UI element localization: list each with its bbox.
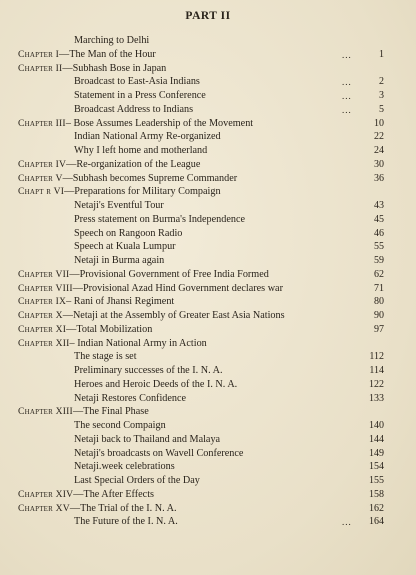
page-number: 133 xyxy=(369,392,384,404)
page-number: 71 xyxy=(374,282,384,294)
section-title: Indian National Army Re-organized xyxy=(74,131,221,143)
toc-entry xyxy=(0,350,416,364)
section-title: Netaji back to Thailand and Malaya xyxy=(74,433,221,445)
chapter-title: —Subhash Bose in Japan xyxy=(62,62,167,74)
page-number: 55 xyxy=(374,241,384,253)
page-number: 114 xyxy=(369,365,384,376)
chapter-title: —Preparations for Military Compaign xyxy=(64,186,221,198)
page-number: 158 xyxy=(369,488,384,500)
chapter-label: Chapter IX xyxy=(18,296,67,308)
page-number: 90 xyxy=(374,310,384,321)
section-title: Press statement on Burma's Independence xyxy=(74,213,246,225)
page-number: 2 xyxy=(379,76,384,88)
page-number: 62 xyxy=(374,268,384,280)
page-number: 24 xyxy=(374,145,384,156)
page-number: 144 xyxy=(369,433,384,445)
chapter-title: —Provisional Azad Hind Government declares war xyxy=(72,282,283,294)
page-number: 162 xyxy=(369,502,384,514)
section-title: Netaji Restores Confidence xyxy=(74,392,187,404)
page-number: 122 xyxy=(369,378,384,390)
toc-entry xyxy=(0,378,416,392)
toc-entry xyxy=(0,62,416,76)
toc-entry xyxy=(0,117,416,131)
page-number: 59 xyxy=(374,255,384,266)
chapter-title: —The Final Phase xyxy=(72,406,149,418)
page-number: 43 xyxy=(374,200,384,211)
section-title: Broadcast Address to Indians xyxy=(74,103,194,115)
toc-entry xyxy=(0,144,416,158)
toc-entry xyxy=(0,89,416,103)
chapter-label: Chapter XIII xyxy=(18,406,73,418)
chapter-title: – Indian National Army in Action xyxy=(69,337,207,349)
section-title: Statement in a Press Conference xyxy=(74,90,206,101)
page-number: 112 xyxy=(369,351,384,363)
chapter-title: —Netaji at the Assembly of Greater East Asia Nations xyxy=(62,310,285,321)
toc-entry xyxy=(0,474,416,488)
chapter-label: Chapter IV xyxy=(18,158,67,170)
toc-entry xyxy=(0,488,416,502)
leader-dots: ... xyxy=(342,517,352,528)
page-number: 154 xyxy=(369,461,384,473)
toc-entry xyxy=(0,213,416,227)
chapter-label: Chapt r VI xyxy=(18,186,65,198)
toc-entry xyxy=(0,364,416,378)
chapter-label: Chapter XI xyxy=(18,323,67,335)
page-number: 1 xyxy=(379,48,384,60)
chapter-title: —The Trial of the I. N. A. xyxy=(69,502,177,514)
section-title: Last Special Orders of the Day xyxy=(74,475,200,486)
toc-entry xyxy=(0,172,416,186)
chapter-title: – Bose Assumes Leadership of the Movement xyxy=(65,117,254,129)
page-number: 10 xyxy=(374,117,384,129)
chapter-title: —Re-organization of the League xyxy=(66,158,201,170)
chapter-label: Chapter I xyxy=(18,48,60,60)
chapter-title: —The After Effects xyxy=(73,488,154,500)
page-number: 30 xyxy=(374,158,384,170)
section-title: Speech on Rangoon Radio xyxy=(74,227,183,239)
chapter-label: Chapter VII xyxy=(18,268,70,280)
leader-dots: ... xyxy=(342,91,352,101)
toc-entry xyxy=(0,337,416,351)
part-heading: PART II xyxy=(185,10,231,22)
section-title: Netaji's broadcasts on Wavell Conference xyxy=(74,447,244,459)
page-number: 149 xyxy=(369,447,384,459)
chapter-label: Chapter VIII xyxy=(18,282,73,294)
page-number: 46 xyxy=(374,227,384,239)
page-number: 3 xyxy=(379,90,384,101)
toc-entry xyxy=(0,185,416,199)
toc-entry xyxy=(0,75,416,89)
toc-entry xyxy=(0,309,416,323)
section-title: Netaji's Eventful Tour xyxy=(74,200,164,211)
section-title: Marching to Delhi xyxy=(74,35,150,46)
section-title: Broadcast to East-Asia Indians xyxy=(74,76,200,88)
toc-entry xyxy=(0,502,416,516)
leader-dots: ... xyxy=(342,104,352,115)
section-title: Netaji in Burma again xyxy=(74,255,165,266)
section-title: The stage is set xyxy=(74,351,137,363)
chapter-label: Chapter XIV xyxy=(18,488,74,500)
page-number: 155 xyxy=(369,475,384,486)
toc-entry xyxy=(0,282,416,296)
chapter-label: Chapter III xyxy=(18,117,66,129)
chapter-label: Chapter XV xyxy=(18,502,70,514)
chapter-label: Chapter XII xyxy=(18,337,70,349)
chapter-label: Chapter V xyxy=(18,172,63,184)
toc-entry xyxy=(0,34,416,48)
page-number: 45 xyxy=(374,213,384,225)
page-number: 5 xyxy=(379,103,384,115)
toc-entry xyxy=(0,240,416,254)
section-title: Netaji.week celebrations xyxy=(74,461,175,473)
toc-entry xyxy=(0,405,416,419)
toc-entry xyxy=(0,227,416,241)
section-title: The Future of the I. N. A. xyxy=(74,516,178,528)
toc-entry xyxy=(0,447,416,461)
toc-entry xyxy=(0,515,416,529)
leader-dots: ... xyxy=(342,49,352,60)
chapter-title: —The Man of the Hour xyxy=(59,48,156,60)
section-title: Speech at Kuala Lumpur xyxy=(74,241,176,253)
chapter-title: —Subhash becomes Supreme Commander xyxy=(62,172,238,184)
section-title: Heroes and Heroic Deeds of the I. N. A. xyxy=(74,378,238,390)
toc-entry xyxy=(0,392,416,406)
leader-dots: ... xyxy=(342,77,352,88)
page-number: 22 xyxy=(374,131,384,143)
chapter-title: —Total Mobilization xyxy=(66,323,153,335)
toc-entry xyxy=(0,295,416,309)
toc-entry xyxy=(0,323,416,337)
chapter-title: —Provisional Government of Free India Formed xyxy=(69,268,269,280)
toc-entry xyxy=(0,158,416,172)
toc-entry xyxy=(0,268,416,282)
chapter-label: Chapter X xyxy=(18,310,63,321)
section-title: The second Compaign xyxy=(74,420,166,431)
chapter-label: Chapter II xyxy=(18,62,63,74)
toc-entry xyxy=(0,103,416,117)
toc-entry xyxy=(0,254,416,268)
page-number: 97 xyxy=(374,323,384,335)
section-title: Why I left home and motherland xyxy=(74,145,208,156)
chapter-title: – Rani of Jhansi Regiment xyxy=(66,296,175,308)
section-title: Preliminary successes of the I. N. A. xyxy=(74,365,223,376)
toc-entry xyxy=(0,130,416,144)
page-number: 140 xyxy=(369,420,384,431)
page-number: 36 xyxy=(374,172,384,184)
toc-entry xyxy=(0,199,416,213)
toc-entry xyxy=(0,419,416,433)
toc-entry xyxy=(0,460,416,474)
page-number: 80 xyxy=(374,296,384,308)
toc-entry xyxy=(0,48,416,62)
toc-entry xyxy=(0,433,416,447)
page-number: 164 xyxy=(369,516,384,528)
